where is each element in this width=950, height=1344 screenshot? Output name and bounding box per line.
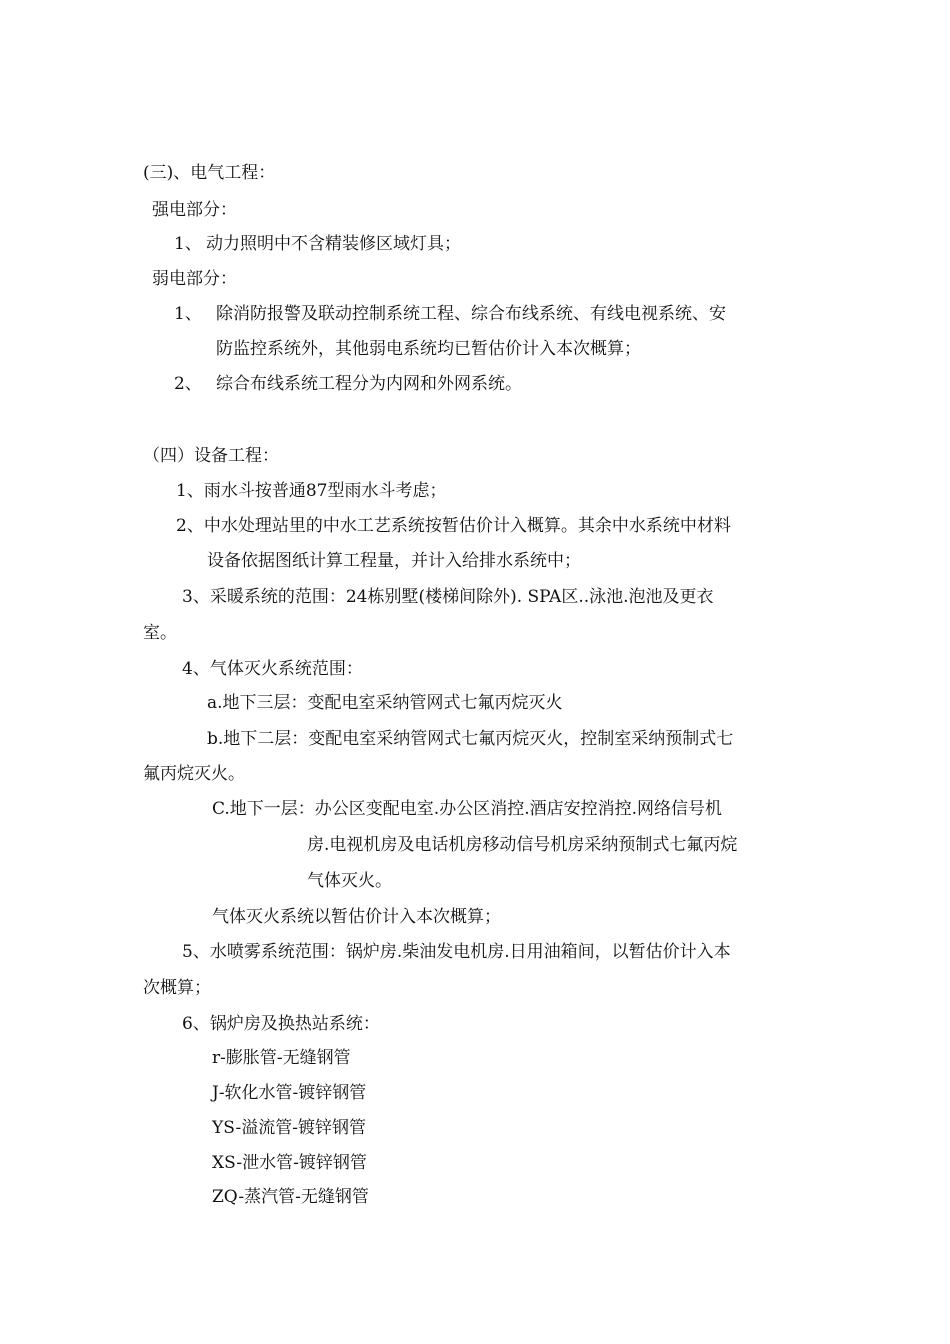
equipment-item-3-line-1: 3、采暖系统的范围：24栋别墅(楼梯间除外). SPA区..泳池.泡池及更衣: [182, 587, 714, 607]
gas-extinguishing-note: 气体灭火系统以暂估价计入本次概算；: [212, 907, 501, 927]
strong-current-label: 强电部分：: [152, 200, 237, 220]
water-mist-line-2: 次概算；: [143, 978, 211, 998]
weak-current-label: 弱电部分：: [152, 269, 237, 289]
section-3-heading: (三)、电气工程：: [143, 163, 276, 183]
weak-current-item-2-number: 2、: [174, 374, 202, 394]
equipment-item-1: 1、雨水斗按普通87型雨水斗考虑；: [176, 481, 447, 501]
gas-extinguishing-item-b-line-1: b.地下二层：变配电室采纳管网式七氟丙烷灭火，控制室采纳预制式七: [207, 729, 734, 749]
gas-extinguishing-title: 4、气体灭火系统范围：: [182, 659, 363, 679]
weak-current-item-1-line-2: 防监控系统外，其他弱电系统均已暂估价计入本次概算；: [216, 339, 641, 359]
gas-extinguishing-item-b-line-2: 氟丙烷灭火。: [143, 764, 245, 784]
pipe-item: YS-溢流管-镀锌钢管: [212, 1118, 366, 1138]
water-mist-line-1: 5、水喷雾系统范围：锅炉房.柴油发电机房.日用油箱间，以暂估价计入本: [182, 942, 731, 962]
pipe-item: XS-泄水管-镀锌钢管: [212, 1153, 367, 1173]
gas-extinguishing-item-a: a.地下三层：变配电室采纳管网式七氟丙烷灭火: [207, 693, 563, 713]
boiler-room-title: 6、锅炉房及换热站系统：: [182, 1014, 380, 1034]
strong-current-item-1-text: 动力照明中不含精装修区域灯具；: [206, 234, 461, 254]
weak-current-item-2-text: 综合布线系统工程分为内网和外网系统。: [216, 374, 522, 394]
strong-current-item-1-number: 1、: [174, 234, 202, 254]
gas-extinguishing-item-c-line-2: 房.电视机房及电话机房移动信号机房采纳预制式七氟丙烷: [307, 835, 738, 855]
equipment-item-3-line-2: 室。: [143, 623, 177, 643]
weak-current-item-1-line-1: 除消防报警及联动控制系统工程、综合布线系统、有线电视系统、安: [216, 304, 726, 324]
pipe-item: J-软化水管-镀锌钢管: [212, 1083, 367, 1103]
pipe-item: ZQ-蒸汽管-无缝钢管: [212, 1187, 369, 1207]
equipment-item-2-line-2: 设备依据图纸计算工程量，并计入给排水系统中；: [207, 551, 581, 571]
weak-current-item-1-number: 1、: [174, 304, 202, 324]
gas-extinguishing-item-c-line-3: 气体灭火。: [307, 871, 392, 891]
section-4-heading: （四）设备工程：: [143, 446, 279, 466]
equipment-item-2-line-1: 2、中水处理站里的中水工艺系统按暂估价计入概算。其余中水系统中材料: [176, 516, 731, 536]
pipe-item: r-膨胀管-无缝钢管: [212, 1048, 351, 1068]
gas-extinguishing-item-c-line-1: C.地下一层：办公区变配电室.办公区消控.酒店安控消控.网络信号机: [212, 799, 723, 819]
